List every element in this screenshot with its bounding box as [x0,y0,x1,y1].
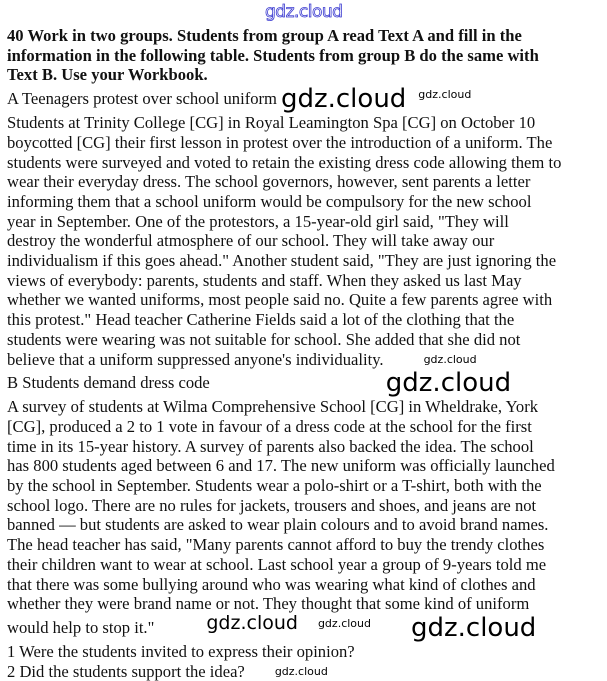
text-line: views of everybody: parents, students and staff. When they asked us last May [7,270,522,290]
text-line: year in September. One of the protestors, a 15-year-old girl said, "They will [7,211,509,231]
task-heading [7,26,607,85]
text-line-row [7,85,607,113]
watermark: gdz.cloud [423,352,477,366]
text-line-row [7,113,607,133]
text-line: students were surveyed and voted to retain the existing dress code allowing them to [7,152,562,172]
text-title: A Teenagers protest over school uniform [7,89,277,109]
text-line: by the school in September. Students wear a polo-shirt or a T-shirt, both with the [7,476,542,496]
question-1: 1 Were the students invited to express their opinion? [7,641,355,661]
text-line-row [7,369,607,397]
text-line: informing them that a school uniform would be compulsory for the new school [7,191,532,211]
text-line-row [7,192,607,212]
text-line: whether they were brand name or not. They thought that some kind of uniform [7,594,530,614]
text-line-row [7,611,607,643]
question-1-line [7,642,607,662]
text-line-row [7,153,607,173]
watermark-top: gdz.cloud [265,2,343,22]
text-line-row [7,350,607,370]
document [7,26,607,681]
text-line-row [7,310,607,330]
text-line: The head teacher has said, "Many parents cannot afford to buy the trendy clothes [7,535,545,555]
text-line: would help to stop it." [7,617,155,637]
question-2: 2 Did the students support the idea? [7,661,245,681]
text-line: time in its 15-year history. A survey of parents also backed the idea. The school [7,436,534,456]
text-line: has 800 students aged between 6 and 17. The new uniform was officially launched [7,456,555,476]
text-line: boycotted [CG] their first lesson in protest over the introduction of a uniform. The [7,132,553,152]
watermark: gdz.cloud [385,368,512,399]
text-line: their children want to wear at school. Last school year a group of 9-years told me [7,554,547,574]
watermark: gdz.cloud [206,611,298,634]
text-line: banned — but students are asked to wear plain colours and to avoid brand names. [7,515,549,535]
text-line: students were wearing was not suitable for school. She added that she did not [7,329,521,349]
questions [7,642,607,681]
text-line-row [7,476,607,496]
heading-line: 40 Work in two groups. Students from group A read Text A and fill in the [7,26,522,45]
text-line-row [7,212,607,232]
text-line: destroy the wonderful atmosphere of our school. They will take away our [7,231,495,251]
watermark: gdz.cloud [317,616,371,630]
watermark: gdz.cloud [410,612,537,643]
text-line: believe that a uniform suppressed anyone's individuality. [7,349,384,369]
text-line-row [7,437,607,457]
text-line-row [7,251,607,271]
text-line: individualism if this goes ahead." Another student said, "They are just ignoring the [7,251,557,271]
watermark: gdz.cloud [418,88,472,102]
heading-line: information in the following table. Students from group B do the same with [7,45,539,65]
text-line: this protest." Head teacher Catherine Fields said a lot of the clothing that the [7,310,515,330]
text-line-row [7,496,607,516]
text-line: whether we wanted uniforms, most people said no. Quite a few parents agree with [7,290,553,310]
text-line-row [7,290,607,310]
question-2-line [7,662,607,681]
text-line: that there was some bullying around who was wearing what kind of clothes and [7,574,536,594]
text-title: B Students demand dress code [7,373,210,393]
watermark: gdz.cloud [280,84,407,115]
text-line: school logo. There are no rules for jackets, trousers and shoes, and jeans are not [7,495,537,515]
text-line: A survey of students at Wilma Comprehensive School [CG] in Wheldrake, York [7,397,539,417]
text-line: Students at Trinity College [CG] in Royal Leamington Spa [CG] on October 10 [7,113,536,133]
text-line-row [7,271,607,291]
text-line-row [7,397,607,417]
text-body [7,85,607,642]
text-line-row [7,172,607,192]
text-line-row [7,417,607,437]
text-line-row [7,594,607,614]
text-line-row [7,515,607,535]
text-line-row [7,133,607,153]
text-line: wear their everyday dress. The school governors, however, sent parents a letter [7,172,531,192]
text-line-row [7,456,607,476]
text-line-row [7,330,607,350]
text-line: [CG], produced a 2 to 1 vote in favour of a dress code at the school for the first [7,416,532,436]
text-line-row [7,575,607,595]
text-line-row [7,555,607,575]
watermark: gdz.cloud [274,664,328,678]
text-line-row [7,231,607,251]
text-line-row [7,535,607,555]
heading-line: Text B. Use your Workbook. [7,65,208,85]
